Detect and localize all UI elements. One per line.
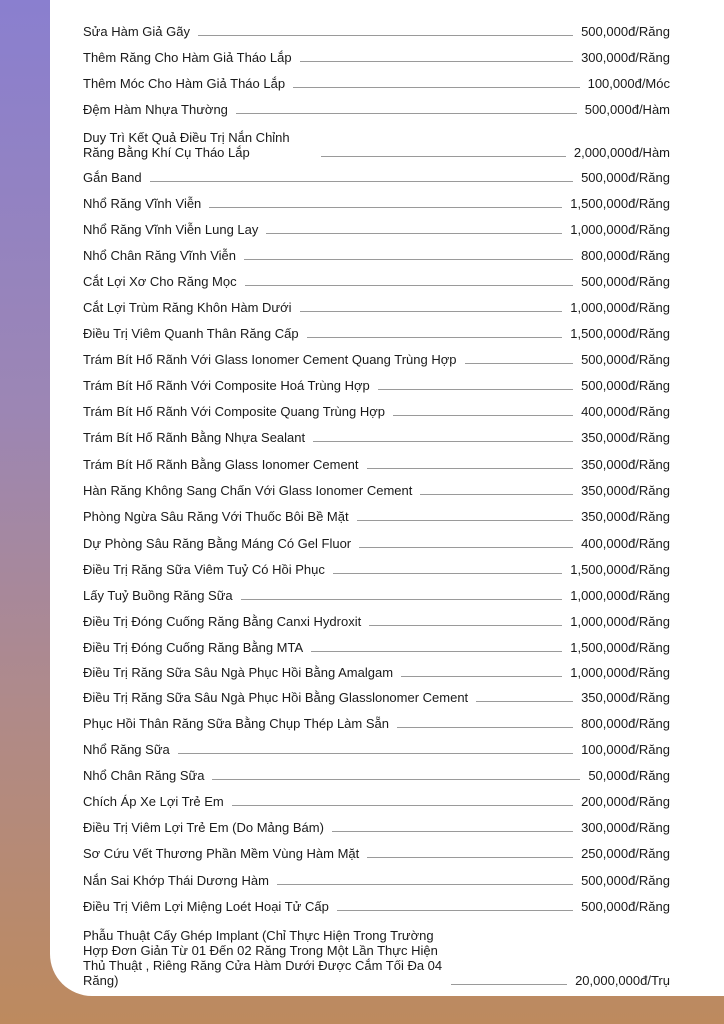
leader-line <box>266 233 562 234</box>
price-row <box>83 846 670 861</box>
service-price: 300,000đ/Răng <box>581 50 670 65</box>
leader-line <box>311 651 562 652</box>
price-row <box>83 274 670 289</box>
price-row <box>83 716 670 731</box>
service-price: 2,000,000đ/Hàm <box>573 145 670 160</box>
leader-line <box>451 984 567 985</box>
service-name: Thêm Răng Cho Hàm Giả Tháo Lắp <box>83 50 292 65</box>
service-price: 1,500,000đ/Răng <box>570 196 670 211</box>
leader-line <box>465 363 574 364</box>
service-price: 500,000đ/Răng <box>581 378 670 393</box>
service-price: 1,500,000đ/Răng <box>570 640 670 655</box>
price-row <box>83 536 670 551</box>
price-row <box>83 588 670 603</box>
leader-line <box>321 156 566 157</box>
price-row <box>83 222 670 237</box>
leader-line <box>241 599 563 600</box>
price-row <box>83 614 670 629</box>
service-name: Nhổ Chân Răng Vĩnh Viễn <box>83 248 236 263</box>
service-name: Điều Trị Đóng Cuống Răng Bằng MTA <box>83 640 304 655</box>
service-price: 100,000đ/Móc <box>587 76 670 91</box>
service-name: Duy Trì Kết Quả Điều Trị Nắn Chỉnh Răng Bằng Khí Cụ Tháo Lắp <box>83 130 290 160</box>
service-name: Điều Trị Răng Sữa Sâu Ngà Phục Hồi Bằng Amalgam <box>83 665 394 680</box>
service-price: 50,000đ/Răng <box>588 768 670 783</box>
service-name: Trám Bít Hố Rãnh Với Composite Quang Trùng Hợp <box>83 404 385 419</box>
service-name: Phục Hồi Thân Răng Sữa Bằng Chụp Thép Làm Sẵn <box>83 716 389 731</box>
leader-line <box>277 884 573 885</box>
service-name: Điều Trị Viêm Quanh Thân Răng Cấp <box>83 326 299 341</box>
price-row <box>83 820 670 835</box>
leader-line <box>332 831 573 832</box>
price-row <box>83 794 670 809</box>
service-price: 350,000đ/Răng <box>581 430 670 445</box>
service-price: 300,000đ/Răng <box>581 820 670 835</box>
price-row <box>83 24 670 39</box>
service-price: 500,000đ/Răng <box>581 352 670 367</box>
service-name: Phẫu Thuật Cấy Ghép Implant (Chỉ Thực Hiện Trong Trường Hợp Đơn Giản Từ 01 Đến 02 Răng Trong Một Lần Thực Hiện Thủ Thuật , Riêng Răng Cửa Hàm Dưới Được Cắm Tối Đa 04 Răng) <box>83 928 443 988</box>
leader-line <box>212 779 580 780</box>
service-name: Cắt Lợi Xơ Cho Răng Mọc <box>83 274 237 289</box>
price-row <box>83 562 670 577</box>
service-name: Trám Bít Hố Rãnh Với Composite Hoá Trùng Hợp <box>83 378 370 393</box>
leader-line <box>367 468 574 469</box>
price-row <box>83 742 670 757</box>
service-name: Điều Trị Viêm Lợi Trẻ Em (Do Mảng Bám) <box>83 820 324 835</box>
price-row <box>83 196 670 211</box>
price-row <box>83 768 670 783</box>
leader-line <box>236 113 577 114</box>
leader-line <box>420 494 573 495</box>
price-row <box>83 640 670 655</box>
price-row <box>83 665 670 680</box>
service-name: Cắt Lợi Trùm Răng Khôn Hàm Dưới <box>83 300 292 315</box>
price-row <box>83 170 670 185</box>
service-name: Nhổ Chân Răng Sữa <box>83 768 205 783</box>
price-row <box>83 483 670 498</box>
leader-line <box>198 35 573 36</box>
leader-line <box>245 285 573 286</box>
service-price: 1,500,000đ/Răng <box>570 326 670 341</box>
service-price: 250,000đ/Răng <box>581 846 670 861</box>
service-price: 1,000,000đ/Răng <box>570 300 670 315</box>
service-price: 1,500,000đ/Răng <box>570 562 670 577</box>
leader-line <box>357 520 573 521</box>
service-name: Điều Trị Răng Sữa Viêm Tuỷ Có Hồi Phục <box>83 562 325 577</box>
price-row <box>83 50 670 65</box>
service-price: 400,000đ/Răng <box>581 536 670 551</box>
service-price: 200,000đ/Răng <box>581 794 670 809</box>
price-row <box>83 352 670 367</box>
service-price: 20,000,000đ/Trụ <box>575 973 670 988</box>
service-price: 500,000đ/Hàm <box>584 102 670 117</box>
service-name: Nhổ Răng Sữa <box>83 742 170 757</box>
service-price: 500,000đ/Răng <box>581 873 670 888</box>
price-row <box>83 404 670 419</box>
service-name: Lấy Tuỷ Buồng Răng Sữa <box>83 588 233 603</box>
leader-line <box>209 207 562 208</box>
service-name: Sửa Hàm Giả Gãy <box>83 24 190 39</box>
leader-line <box>359 547 573 548</box>
leader-line <box>244 259 573 260</box>
price-list-card <box>50 0 724 996</box>
leader-line <box>476 701 573 702</box>
leader-line <box>401 676 562 677</box>
service-price: 800,000đ/Răng <box>581 716 670 731</box>
price-row <box>83 378 670 393</box>
service-name: Đệm Hàm Nhựa Thường <box>83 102 228 117</box>
service-price: 1,000,000đ/Răng <box>570 588 670 603</box>
leader-line <box>393 415 573 416</box>
price-row <box>83 457 670 472</box>
service-price: 500,000đ/Răng <box>581 274 670 289</box>
service-name: Thêm Móc Cho Hàm Giả Tháo Lắp <box>83 76 286 91</box>
leader-line <box>313 441 573 442</box>
leader-line <box>232 805 573 806</box>
service-price: 350,000đ/Răng <box>581 483 670 498</box>
price-row <box>83 899 670 914</box>
price-row <box>83 928 670 988</box>
service-price: 350,000đ/Răng <box>581 457 670 472</box>
leader-line <box>300 61 573 62</box>
service-name: Nắn Sai Khớp Thái Dương Hàm <box>83 873 269 888</box>
service-price: 500,000đ/Răng <box>581 899 670 914</box>
price-row <box>83 690 670 705</box>
service-price: 350,000đ/Răng <box>581 690 670 705</box>
service-price: 1,000,000đ/Răng <box>570 222 670 237</box>
leader-line <box>397 727 573 728</box>
service-name: Hàn Răng Không Sang Chấn Với Glass Ionomer Cement <box>83 483 413 498</box>
service-price: 350,000đ/Răng <box>581 509 670 524</box>
price-row <box>83 326 670 341</box>
service-name: Điều Trị Viêm Lợi Miệng Loét Hoại Tử Cấp <box>83 899 329 914</box>
service-price: 100,000đ/Răng <box>581 742 670 757</box>
service-name: Dự Phòng Sâu Răng Bằng Máng Có Gel Fluor <box>83 536 352 551</box>
leader-line <box>307 337 563 338</box>
service-name: Trám Bít Hố Rãnh Với Glass Ionomer Cement Quang Trùng Hợp <box>83 352 457 367</box>
service-name: Trám Bít Hố Rãnh Bằng Nhựa Sealant <box>83 430 306 445</box>
price-row <box>83 509 670 524</box>
leader-line <box>333 573 562 574</box>
service-name: Điều Trị Đóng Cuống Răng Bằng Canxi Hydroxit <box>83 614 362 629</box>
service-name: Điều Trị Răng Sữa Sâu Ngà Phục Hồi Bằng Glasslonomer Cement <box>83 690 469 705</box>
price-row <box>83 248 670 263</box>
service-name: Nhổ Răng Vĩnh Viễn Lung Lay <box>83 222 259 237</box>
leader-line <box>293 87 580 88</box>
leader-line <box>337 910 573 911</box>
service-name: Chích Áp Xe Lợi Trẻ Em <box>83 794 224 809</box>
leader-line <box>378 389 573 390</box>
leader-line <box>178 753 573 754</box>
service-price: 1,000,000đ/Răng <box>570 614 670 629</box>
leader-line <box>300 311 563 312</box>
price-row <box>83 873 670 888</box>
price-row <box>83 300 670 315</box>
service-name: Gắn Band <box>83 170 142 185</box>
price-row <box>83 430 670 445</box>
price-row <box>83 130 670 160</box>
service-price: 500,000đ/Răng <box>581 24 670 39</box>
service-name: Sơ Cứu Vết Thương Phần Mềm Vùng Hàm Mặt <box>83 846 360 861</box>
service-name: Trám Bít Hố Rãnh Bằng Glass Ionomer Cement <box>83 457 359 472</box>
service-price: 500,000đ/Răng <box>581 170 670 185</box>
service-price: 1,000,000đ/Răng <box>570 665 670 680</box>
leader-line <box>367 857 573 858</box>
leader-line <box>369 625 562 626</box>
price-row <box>83 76 670 91</box>
service-price: 400,000đ/Răng <box>581 404 670 419</box>
service-price: 800,000đ/Răng <box>581 248 670 263</box>
service-name: Nhổ Răng Vĩnh Viễn <box>83 196 202 211</box>
leader-line <box>150 181 574 182</box>
service-name: Phòng Ngừa Sâu Răng Với Thuốc Bôi Bề Mặt <box>83 509 349 524</box>
price-row <box>83 102 670 117</box>
